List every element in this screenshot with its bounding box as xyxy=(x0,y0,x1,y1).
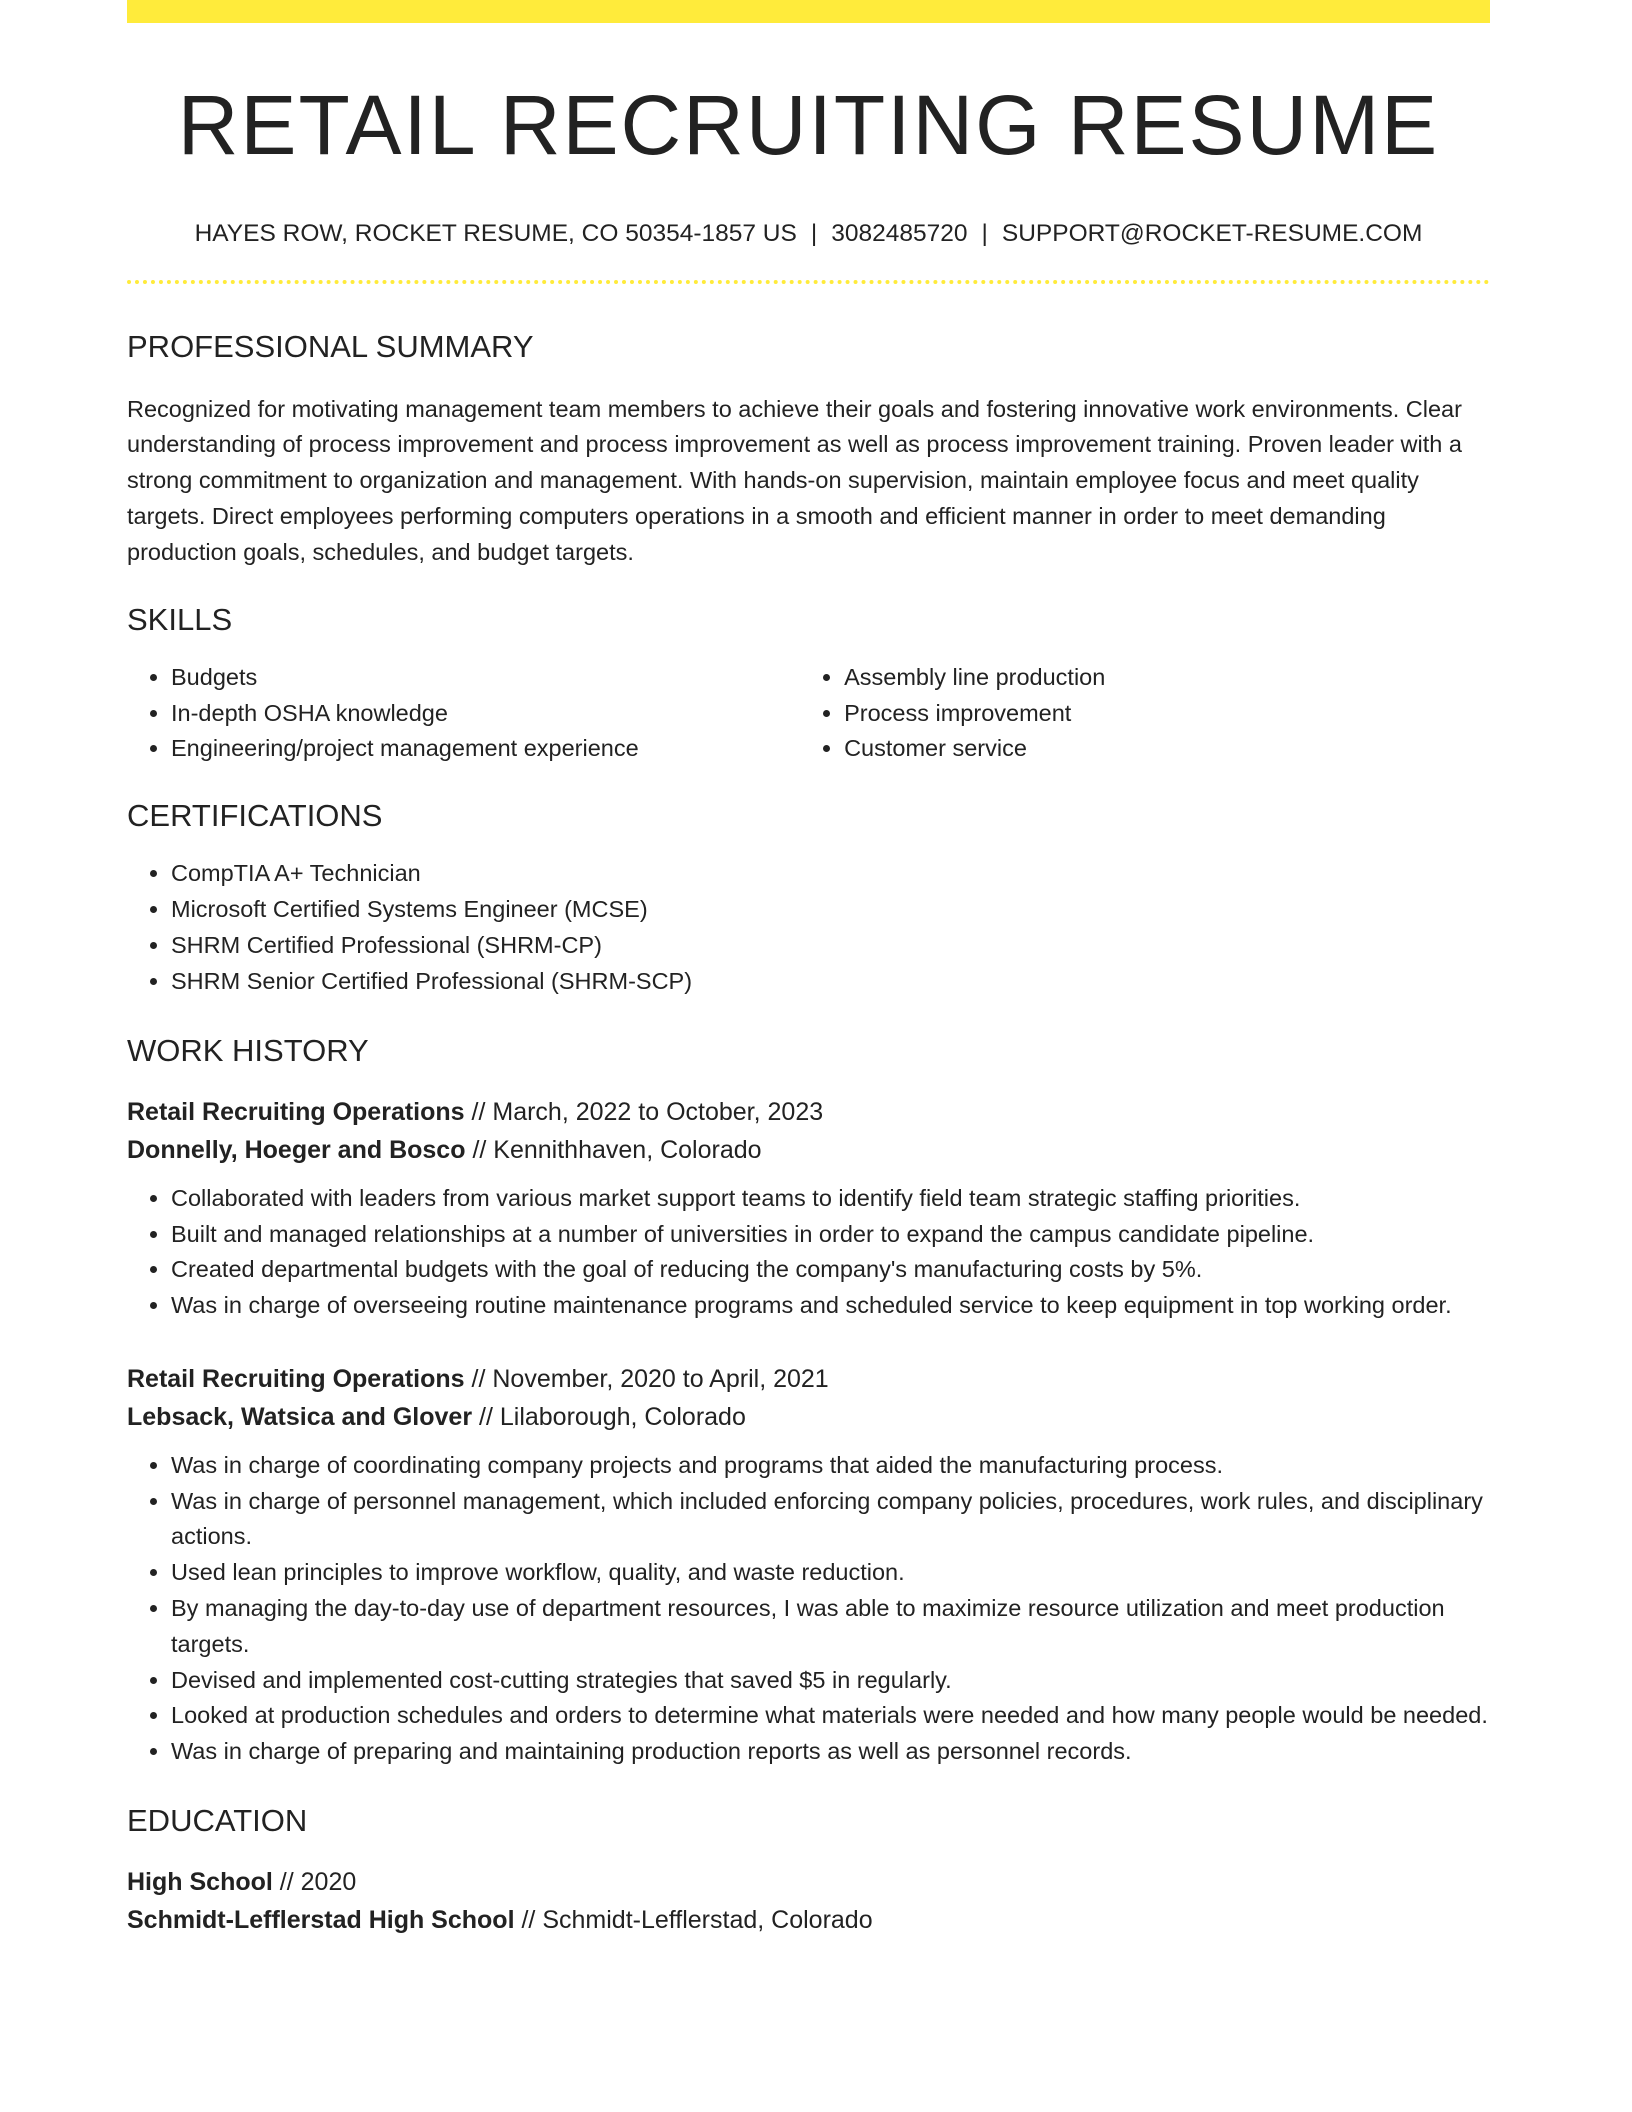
education-degree: High School xyxy=(127,1868,273,1897)
education-degree-line xyxy=(127,1863,1490,1901)
job-company-line xyxy=(127,1131,1490,1169)
job-bullet: • Was in charge of coordinating company projects and programs that aided the manufacturing process. xyxy=(171,1448,1490,1484)
job-title: Retail Recruiting Operations xyxy=(127,1097,465,1126)
contact-separator: | xyxy=(810,220,818,247)
job-bullet: • Looked at production schedules and orders to determine what materials were needed and how many people would be needed. xyxy=(171,1698,1490,1734)
divider: // xyxy=(471,1097,486,1126)
job-dates: March, 2022 to October, 2023 xyxy=(492,1097,824,1126)
work-history-heading: WORK HISTORY xyxy=(127,1032,369,1068)
job-bullets xyxy=(127,1181,1490,1324)
job-company-line xyxy=(127,1398,1490,1436)
certifications-heading: CERTIFICATIONS xyxy=(127,798,383,834)
certification-item: • SHRM Certified Professional (SHRM-CP) xyxy=(171,928,1490,964)
certification-item: • CompTIA A+ Technician xyxy=(171,856,1490,892)
job-bullet: • Devised and implemented cost-cutting strategies that saved $5 in regularly. xyxy=(171,1663,1490,1699)
skill-item: • In-depth OSHA knowledge xyxy=(171,696,800,732)
skills-list-right xyxy=(800,660,1490,767)
contact-phone: 3082485720 xyxy=(831,220,968,247)
resume-title: RETAIL RECRUITING RESUME xyxy=(177,78,1440,172)
job-location: Lilaborough, Colorado xyxy=(499,1402,746,1431)
job-title-line xyxy=(127,1360,1490,1398)
contact-line xyxy=(127,219,1490,248)
job-bullet: • Collaborated with leaders from various market support teams to identify field team strategic staffing priorities. xyxy=(171,1181,1490,1217)
job-company: Lebsack, Watsica and Glover xyxy=(127,1402,473,1431)
certification-item: • SHRM Senior Certified Professional (SHRM-SCP) xyxy=(171,964,1490,1000)
accent-bar xyxy=(127,0,1490,23)
education-entry xyxy=(127,1863,1490,1939)
job-bullets xyxy=(127,1448,1490,1770)
divider: // xyxy=(471,1364,486,1393)
contact-email: SUPPORT@ROCKET-RESUME.COM xyxy=(1001,220,1423,247)
education-heading: EDUCATION xyxy=(127,1803,308,1839)
education-year: 2020 xyxy=(300,1868,357,1897)
summary-text: Recognized for motivating management team members to achieve their goals and fostering innovative work environments. Clear understanding of process improvement and process improvement as well as process improvement training. Proven leader with a strong commitment to organization and management. With hands-on supervision, maintain employee focus and meet quality targets. Direct employees performing computers operations in a smooth and efficient manner in order to meet demanding production goals, schedules, and budget targets. xyxy=(127,395,1462,565)
skill-item: • Assembly line production xyxy=(844,660,1490,696)
divider: // xyxy=(279,1868,294,1897)
job-entry xyxy=(127,1093,1490,1324)
job-title: Retail Recruiting Operations xyxy=(127,1364,465,1393)
job-bullet: • Was in charge of preparing and maintaining production reports as well as personnel records. xyxy=(171,1734,1490,1770)
certification-item: • Microsoft Certified Systems Engineer (MCSE) xyxy=(171,892,1490,928)
job-company: Donnelly, Hoeger and Bosco xyxy=(127,1135,466,1164)
divider: // xyxy=(472,1135,487,1164)
contact-address: HAYES ROW, ROCKET RESUME, CO 50354-1857 US xyxy=(194,220,797,247)
job-bullet: • Used lean principles to improve workflow, quality, and waste reduction. xyxy=(171,1555,1490,1591)
skill-item: • Process improvement xyxy=(844,696,1490,732)
job-bullet: • Was in charge of personnel management, which included enforcing company policies, procedures, work rules, and disciplinary actions. xyxy=(171,1484,1490,1556)
contact-separator: | xyxy=(981,220,988,247)
resume-page xyxy=(127,0,1490,1939)
job-location: Kennithhaven, Colorado xyxy=(493,1135,762,1164)
job-dates: November, 2020 to April, 2021 xyxy=(492,1364,829,1393)
skills-list-left xyxy=(127,660,800,767)
job-bullet: • By managing the day-to-day use of department resources, I was able to maximize resource utilization and meet production targets. xyxy=(171,1591,1490,1663)
divider: // xyxy=(479,1402,493,1431)
skills-heading: SKILLS xyxy=(127,601,233,637)
education-location: Schmidt-Lefflerstad, Colorado xyxy=(542,1906,873,1935)
education-school-line xyxy=(127,1901,1490,1939)
education-school: Schmidt-Lefflerstad High School xyxy=(127,1906,515,1935)
skill-item: • Budgets xyxy=(171,660,800,696)
divider: // xyxy=(521,1906,536,1935)
skill-item: • Engineering/project management experience xyxy=(171,731,800,767)
skills-columns xyxy=(127,660,1490,767)
summary-heading: PROFESSIONAL SUMMARY xyxy=(127,329,534,365)
job-entry xyxy=(127,1360,1490,1770)
skill-item: • Customer service xyxy=(844,731,1490,767)
job-bullet: • Built and managed relationships at a number of universities in order to expand the campus candidate pipeline. xyxy=(171,1217,1490,1253)
job-bullet: • Created departmental budgets with the goal of reducing the company's manufacturing costs by 5%. xyxy=(171,1252,1490,1288)
job-bullet: • Was in charge of overseeing routine maintenance programs and scheduled service to keep equipment in top working order. xyxy=(171,1288,1490,1324)
job-title-line xyxy=(127,1093,1490,1131)
certifications-list xyxy=(127,856,1490,999)
dotted-divider xyxy=(127,280,1490,284)
